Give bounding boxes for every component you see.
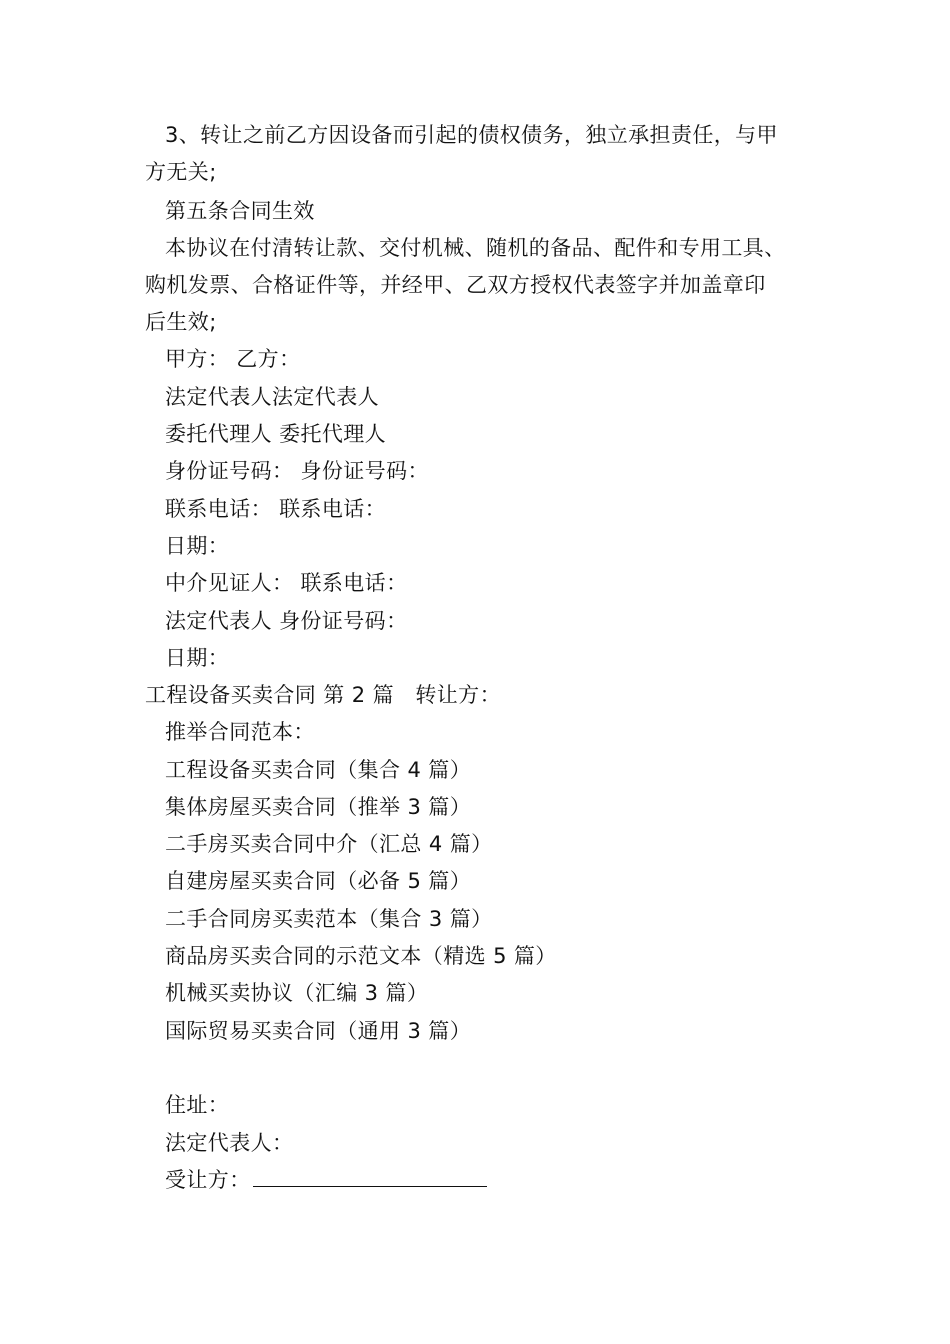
effectiveness-line-2: 购机发票、合格证件等，并经甲、乙双方授权代表签字并加盖章印 [145,273,766,297]
phone-label: 联系电话： 联系电话： [165,497,387,521]
list-item: 机械买卖协议（汇编 3 篇） [165,981,429,1005]
effectiveness-line-1: 本协议在付清转让款、交付机械、随机的备品、配件和专用工具、 [165,236,786,260]
list-item: 自建房屋买卖合同（必备 5 篇） [165,869,472,893]
list-item: 二手合同房买卖范本（集合 3 篇） [165,907,493,931]
witness-date-label: 日期： [165,646,230,670]
transferee-line [165,1165,487,1195]
agent-label: 委托代理人 委托代理人 [165,422,387,446]
recommended-templates-label: 推举合同范本： [165,720,315,744]
id-number-label: 身份证号码： 身份证号码： [165,459,429,483]
section-2-heading: 工程设备买卖合同 第 2 篇 转让方： [145,683,501,707]
legal-representative-label: 法定代表人法定代表人 [165,385,379,409]
list-item: 集体房屋买卖合同（推举 3 篇） [165,795,472,819]
transferee-blank-line [253,1168,487,1187]
article-5-heading: 第五条合同生效 [165,199,315,223]
list-item: 商品房买卖合同的示范文本（精选 5 篇） [165,944,557,968]
list-item: 工程设备买卖合同（集合 4 篇） [165,758,472,782]
intermediary-witness-label: 中介见证人： 联系电话： [165,571,408,595]
clause-3-line-1: 3、转让之前乙方因设备而引起的债权债务，独立承担责任，与甲 [165,123,778,147]
parties-label: 甲方： 乙方： [165,347,301,371]
transferor-representative-label: 法定代表人： [165,1131,294,1155]
list-item: 国际贸易买卖合同（通用 3 篇） [165,1019,472,1043]
witness-representative-label: 法定代表人 身份证号码： [165,609,408,633]
clause-3-line-2: 方无关; [145,160,217,184]
address-label: 住址： [165,1093,230,1117]
date-label: 日期： [165,534,230,558]
list-item: 二手房买卖合同中介（汇总 4 篇） [165,832,493,856]
transferee-label: 受让方： [165,1168,251,1192]
effectiveness-line-3: 后生效; [145,310,217,334]
